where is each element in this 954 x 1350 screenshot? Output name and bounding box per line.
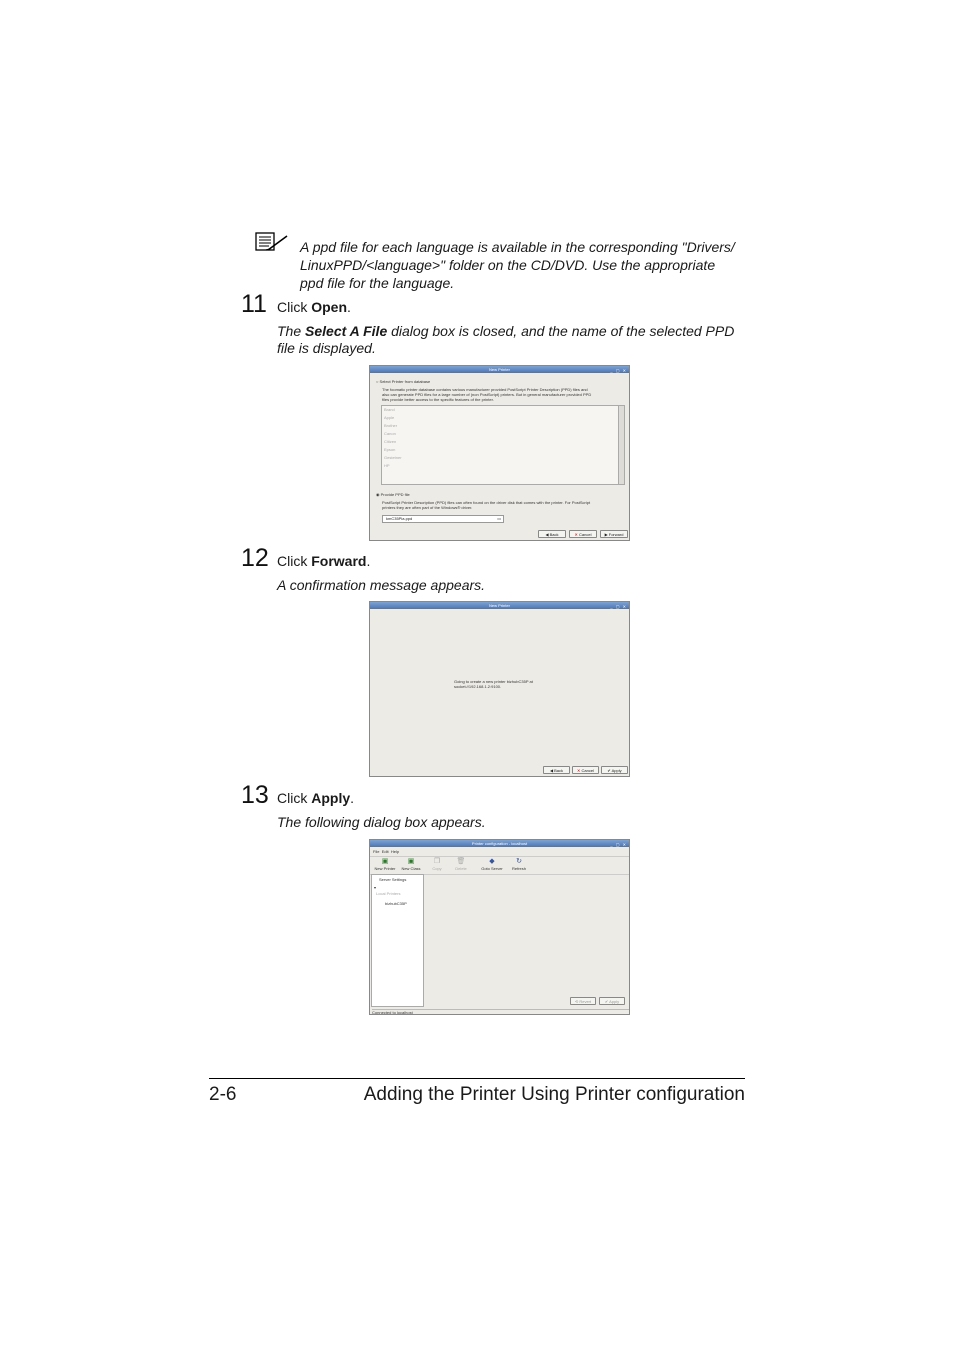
cancel-button[interactable]: ✕ Cancel	[569, 530, 597, 538]
section-title: Adding the Printer Using Printer configuration	[363, 1084, 745, 1105]
menu-bar	[373, 849, 399, 854]
printer-configuration-screenshot	[369, 839, 630, 1015]
note-line: LinuxPPD/<language>" folder on the CD/DVD. Use the appropriate	[300, 257, 716, 273]
step-description: A confirmation message appears.	[277, 577, 486, 593]
ppd-file-chooser[interactable]: kmC35Pla.ppd ▭	[382, 515, 504, 523]
back-button[interactable]: ◀ Back	[538, 530, 566, 538]
new-printer-confirm-screenshot	[369, 601, 630, 777]
step-description: The Select A File dialog box is closed, and the name of the selected PPD file is displayed.	[277, 323, 735, 356]
note-text	[300, 238, 760, 292]
radio-ppd-file[interactable]: ◉ Provide PPD file	[376, 492, 410, 497]
note-line: ppd file for the language.	[300, 275, 455, 291]
step-number: 11	[241, 290, 267, 318]
apply-button[interactable]: ✔ Apply	[599, 997, 625, 1005]
menu-file[interactable]: File	[373, 849, 380, 854]
ppd-description: PostScript Printer Description (PPD) files can often found on the driver disk that comes with the printer. For PostScript printers they are often part of the Windows® driver.	[382, 500, 591, 510]
window-titlebar: New Printer _ ▢ ✕	[370, 366, 629, 373]
new-class-button[interactable]: ▣ New Class	[401, 858, 421, 871]
step-instruction: Click Open.	[277, 299, 351, 315]
printer-tree[interactable]	[371, 874, 424, 1007]
database-description: The foomatic printer database contains various manufacturer provided PostScript Printer Description (PPD) files and also can generate PPD files for a large number of (non PostScript) printers. But in general manufacturer provided PPD files provide better access to the specific features of the printer.	[382, 387, 592, 402]
radio-database[interactable]: ○ Select Printer from database	[376, 379, 431, 384]
goto-server-button[interactable]: ◆ Goto Server	[481, 858, 503, 871]
brand-list[interactable]: Brand Apple Brother Canon Citizen Epson Gestetner HP	[381, 405, 625, 485]
back-button[interactable]: ◀ Back	[543, 766, 570, 774]
note-pencil-icon	[254, 231, 290, 253]
tree-local-printers[interactable]: ▾ Local Printers	[374, 885, 401, 896]
tree-printer-item[interactable]: bizhubC35P	[385, 901, 407, 906]
step-description: The following dialog box appears.	[277, 814, 486, 830]
cancel-button[interactable]: ✕ Cancel	[572, 766, 599, 774]
status-bar: Connected to localhost	[372, 1009, 629, 1015]
page-number: 2-6	[209, 1084, 237, 1105]
confirmation-message: Going to create a new printer bizhubC35P at socket://192.168.1.2:9100.	[454, 679, 533, 689]
apply-button[interactable]: ✔ Apply	[601, 766, 628, 774]
delete-button[interactable]: 🗑 Delete	[455, 858, 467, 871]
menu-help[interactable]: Help	[390, 849, 400, 854]
note-line: A ppd file for each language is available in the corresponding "Drivers/	[300, 239, 735, 255]
window-titlebar: New Printer _ ▢ ✕	[370, 602, 629, 609]
forward-button[interactable]: ▶ Forward	[600, 530, 628, 538]
step-instruction: Click Forward.	[277, 553, 371, 569]
window-titlebar: Printer configuration - localhost _ ▢ ✕	[370, 840, 629, 847]
tree-server-settings[interactable]: Server Settings	[379, 877, 407, 882]
copy-button[interactable]: ❐ Copy	[432, 858, 442, 871]
revert-button[interactable]: ⟲ Revert	[570, 997, 596, 1005]
new-printer-button[interactable]: ▣ New Printer	[374, 858, 396, 871]
step-instruction: Click Apply.	[277, 790, 355, 806]
new-printer-ppd-screenshot	[369, 365, 630, 541]
menu-edit[interactable]: Edit	[381, 849, 389, 854]
toolbar	[370, 856, 630, 875]
step-number: 12	[241, 544, 269, 572]
step-number: 13	[241, 781, 269, 809]
refresh-button[interactable]: ↻ Refresh	[511, 858, 526, 871]
footer-rule	[209, 1078, 745, 1079]
